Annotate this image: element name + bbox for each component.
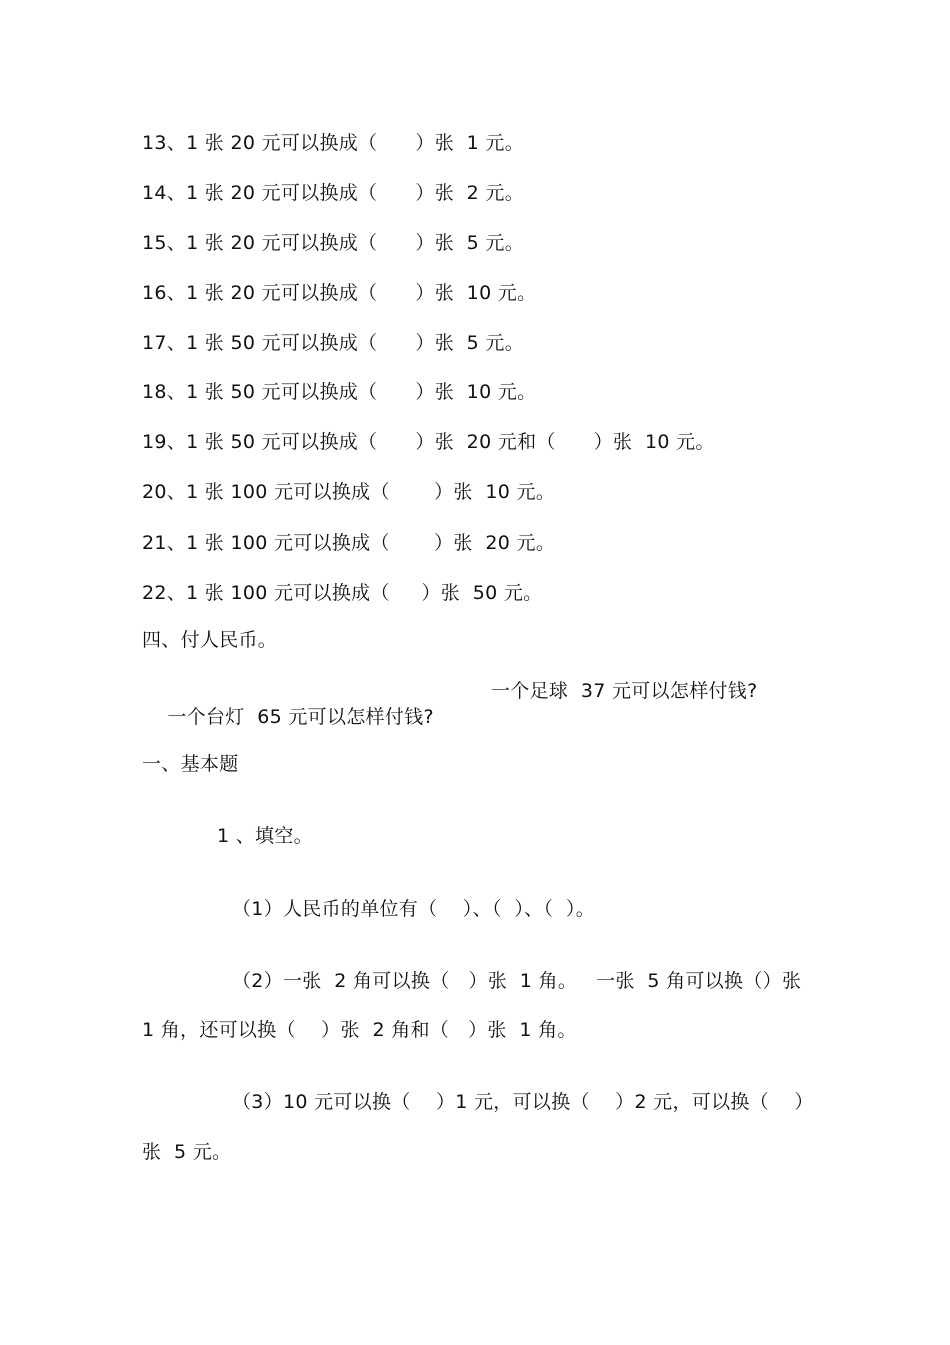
exchange-item-13: 13、1 张 20 元可以换成（ ）张 1 元。 [142, 132, 525, 154]
exchange-item-22: 22、1 张 100 元可以换成（ ）张 50 元。 [142, 582, 543, 604]
fill-in-heading: 1 、填空。 [217, 825, 313, 847]
lamp-question: 一个台灯 65 元可以怎样付钱? [167, 706, 434, 728]
question-3-line-1: （3）10 元可以换（ ）1 元，可以换（ ）2 元，可以换（ ） [232, 1091, 814, 1113]
exchange-item-16: 16、1 张 20 元可以换成（ ）张 10 元。 [142, 282, 537, 304]
exchange-item-15: 15、1 张 20 元可以换成（ ）张 5 元。 [142, 232, 525, 254]
section-1-title: 一、基本题 [142, 753, 239, 775]
question-1: （1）人民币的单位有（ ）、（ ）、（ ）。 [232, 898, 596, 920]
question-3-line-2: 张 5 元。 [142, 1141, 232, 1163]
exchange-item-18: 18、1 张 50 元可以换成（ ）张 10 元。 [142, 381, 537, 403]
exchange-item-19: 19、1 张 50 元可以换成（ ）张 20 元和（ ）张 10 元。 [142, 431, 715, 453]
section-4-title: 四、付人民币。 [142, 629, 278, 651]
exchange-item-20: 20、1 张 100 元可以换成（ ）张 10 元。 [142, 481, 556, 503]
exchange-item-14: 14、1 张 20 元可以换成（ ）张 2 元。 [142, 182, 525, 204]
payment-questions-row [142, 678, 842, 782]
exchange-item-17: 17、1 张 50 元可以换成（ ）张 5 元。 [142, 332, 525, 354]
football-question: 一个足球 37 元可以怎样付钱? [491, 680, 758, 702]
exchange-item-21: 21、1 张 100 元可以换成（ ）张 20 元。 [142, 532, 556, 554]
question-2-line-1: （2）一张 2 角可以换（ ）张 1 角。 一张 5 角可以换（）张 [232, 970, 802, 992]
question-2-line-2: 1 角，还可以换（ ）张 2 角和（ ）张 1 角。 [142, 1019, 577, 1041]
